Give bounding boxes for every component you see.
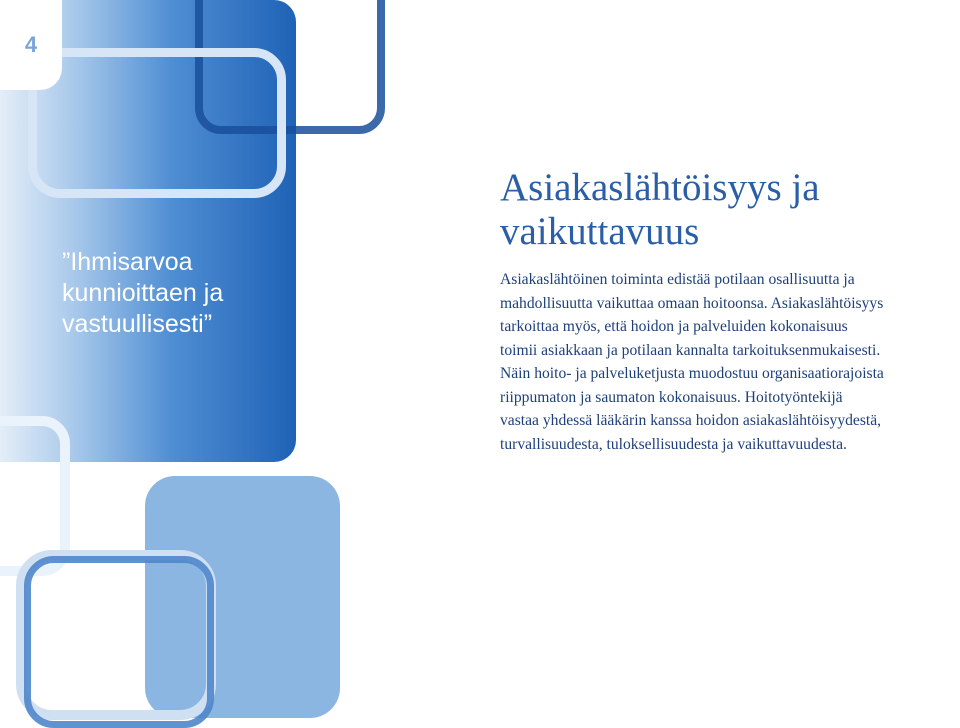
article-title: Asiakaslähtöisyys ja vaikuttavuus	[500, 166, 820, 253]
top-left-rounded-outline-square	[28, 48, 286, 198]
bottom-blue-rounded-outline-square	[24, 556, 214, 728]
article	[500, 166, 952, 456]
pull-quote: ”Ihmisarvoa kunnioittaen ja vastuullisesti”	[62, 248, 224, 338]
article-body: Asiakaslähtöinen toiminta edistää potilaan osallisuutta ja mahdollisuutta vaikuttaa omaan hoitoonsa. Asiakaslähtöisyys tarkoittaa myös, että hoidon ja palveluiden kokonaisuus toimii asiakkaan ja potilaan kannalta tarkoituksenmukaisesti. Näin hoito- ja palveluketjusta muodostuu organisaatiorajoista riippumaton ja saumaton kokonaisuus. Hoitotyöntekijä vastaa yhdessä lääkärin kanssa hoidon asiakaslähtöisyydestä, turvallisuudesta, tuloksellisuudesta ja vaikuttavuudesta.	[500, 271, 884, 453]
page-number: 4	[0, 0, 62, 90]
